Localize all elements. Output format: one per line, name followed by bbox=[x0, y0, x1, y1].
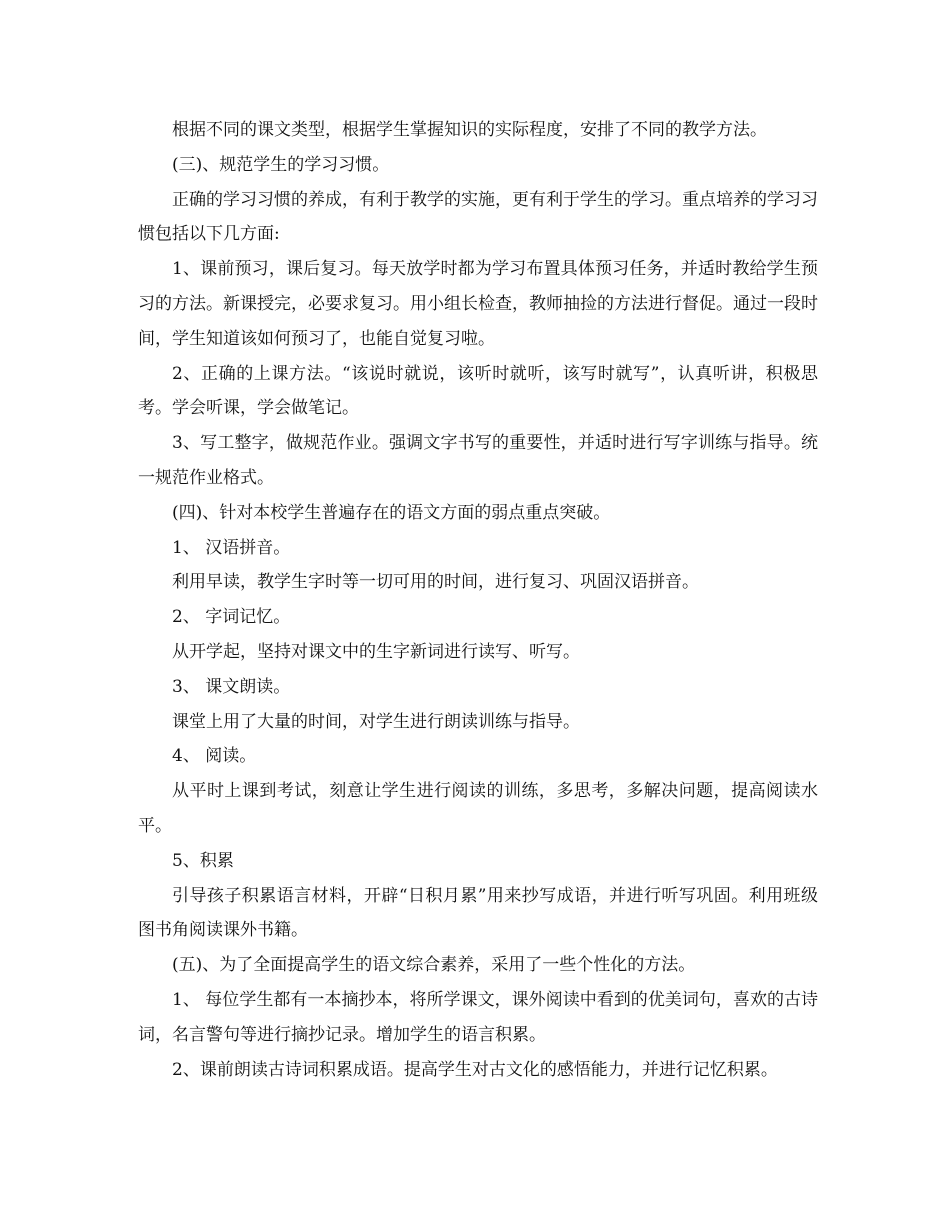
paragraph: 1、 每位学生都有一本摘抄本，将所学课文，课外阅读中看到的优美词句，喜欢的古诗词，名言警句等进行摘抄记录。增加学生的语言积累。 bbox=[138, 989, 818, 1045]
list-item-heading: 2、 字词记忆。 bbox=[172, 607, 291, 628]
paragraph: 从平时上课到考试，刻意让学生进行阅读的训练，多思考，多解决问题，提高阅读水平。 bbox=[138, 781, 818, 836]
paragraph: 根据不同的课文类型，根据学生掌握知识的实际程度，安排了不同的教学方法。 bbox=[172, 120, 767, 140]
list-item-heading: 3、 课文朗读。 bbox=[172, 676, 291, 697]
list-item-heading: 5、积累 bbox=[172, 850, 234, 871]
paragraph: 课堂上用了大量的时间，对学生进行朗读训练与指导。 bbox=[172, 711, 580, 732]
paragraph: 利用早读，教学生字时等一切可用的时间，进行复习、巩固汉语拼音。 bbox=[172, 572, 699, 593]
paragraph: 从开学起，坚持对课文中的生字新词进行读写、听写。 bbox=[172, 641, 580, 662]
list-item-heading: 4、 阅读。 bbox=[172, 746, 257, 767]
section-heading: (五)、为了全面提高学生的语文综合素养，采用了一些个性化的方法。 bbox=[172, 955, 696, 976]
paragraph: 1、课前预习，课后复习。每天放学时都为学习布置具体预习任务，并适时教给学生预习的方法。新课授完，必要求复习。用小组长检查，教师抽捡的方法进行督促。通过一段时间，学生知道该如何预习了，也能自觉复习啦。 bbox=[138, 259, 818, 349]
paragraph: 引导孩子积累语言材料，开辟“日积月累”用来抄写成语，并进行听写巩固。利用班级图书角阅读课外书籍。 bbox=[138, 885, 818, 941]
document-body bbox=[138, 113, 818, 1087]
paragraph: 3、写工整字，做规范作业。强调文字书写的重要性，并适时进行写字训练与指导。统一规范作业格式。 bbox=[138, 433, 818, 488]
section-heading: (三)、规范学生的学习习惯。 bbox=[172, 154, 390, 175]
paragraph: 2、正确的上课方法。“该说时就说，该听时就听，该写时就写”，认真听讲，积极思考。学会听课，学会做笔记。 bbox=[138, 363, 818, 419]
section-heading: (四)、针对本校学生普遍存在的语文方面的弱点重点突破。 bbox=[172, 502, 611, 523]
paragraph: 2、课前朗读古诗词积累成语。提高学生对古文化的感悟能力，并进行记忆积累。 bbox=[172, 1059, 778, 1080]
list-item-heading: 1、 汉语拼音。 bbox=[172, 537, 291, 558]
paragraph: 正确的学习习惯的养成，有利于教学的实施，更有利于学生的学习。重点培养的学习习惯包括以下几方面: bbox=[138, 189, 818, 245]
